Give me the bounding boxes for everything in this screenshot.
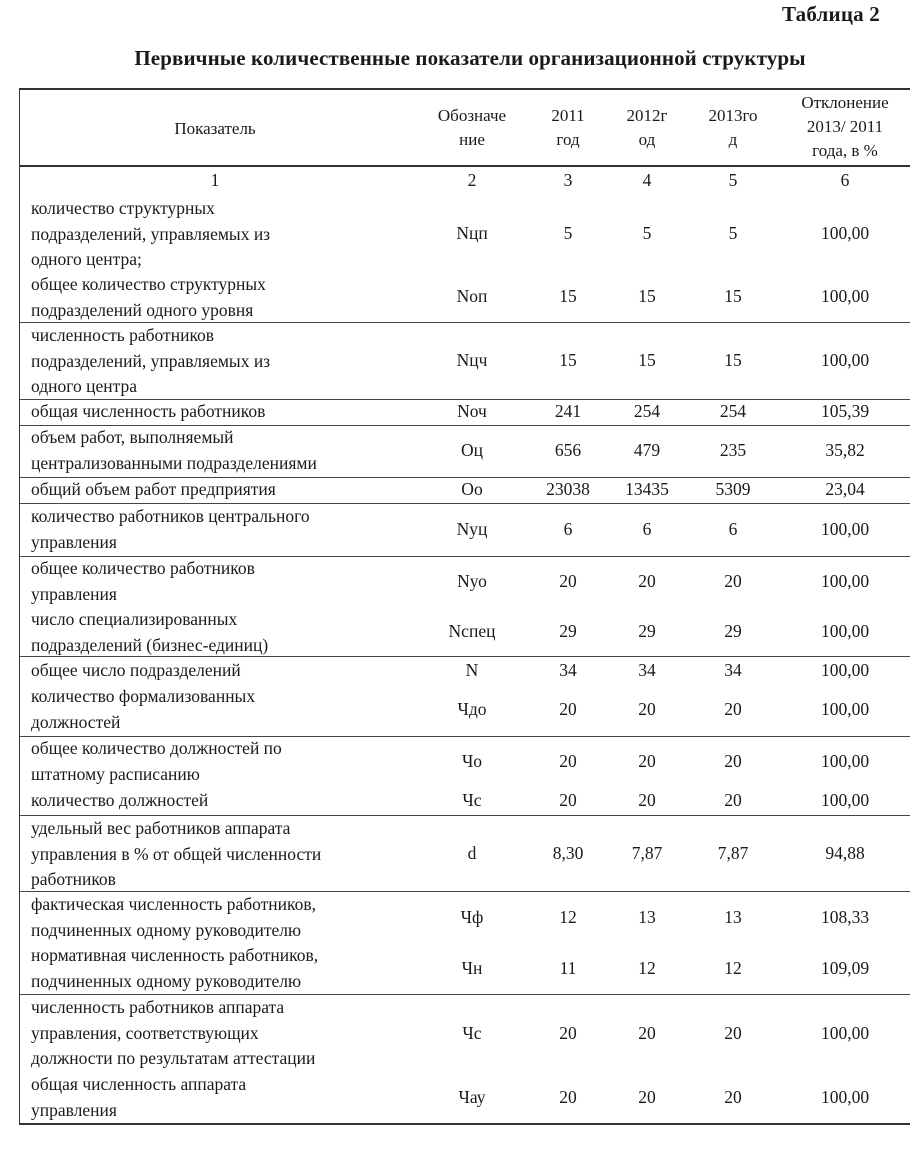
- indicator-label: [31, 607, 268, 658]
- indicator-label: [31, 504, 310, 555]
- value-2013: 20: [724, 751, 742, 771]
- value-2012: 15: [638, 350, 656, 370]
- value-2012: 7,87: [631, 843, 663, 863]
- symbol-cell: Чс: [462, 1023, 482, 1043]
- symbol-cell: Чс: [462, 790, 482, 810]
- header-text: года, в %: [812, 141, 878, 160]
- column-number: 4: [642, 170, 652, 190]
- value-2013: 254: [719, 401, 747, 421]
- value-2012: 5: [642, 223, 652, 243]
- header-2013: [708, 104, 757, 152]
- label-line: общая численность работников: [31, 401, 266, 421]
- value-2011: 15: [559, 350, 577, 370]
- header-symbol: [438, 104, 506, 152]
- value-2013: 235: [719, 440, 747, 460]
- symbol-cell: Чн: [461, 958, 483, 978]
- label-line: должностей: [31, 711, 121, 732]
- value-2011: 656: [554, 440, 582, 460]
- value-2012: 12: [638, 958, 656, 978]
- indicator-label: [31, 425, 317, 476]
- header-text: 2011: [551, 106, 585, 125]
- value-2013: 6: [728, 519, 738, 539]
- label-line: подразделений (бизнес-единиц): [31, 634, 269, 655]
- symbol-cell: Nцч: [456, 350, 488, 370]
- indicator-label: [31, 658, 241, 684]
- label-line: количество формализованных: [31, 686, 256, 706]
- value-2011: 23038: [546, 479, 590, 499]
- value-2012: 6: [642, 519, 652, 539]
- label-line: численность работников: [31, 325, 215, 345]
- value-2012: 13: [638, 907, 656, 927]
- column-number: 6: [840, 170, 850, 190]
- label-line: управления, соответствующих: [31, 1022, 259, 1043]
- label-line: управления: [31, 531, 117, 552]
- deviation-value: 100,00: [820, 519, 870, 539]
- label-line: численность работников аппарата: [31, 997, 285, 1017]
- value-2012: 15: [638, 286, 656, 306]
- label-line: должности по результатам аттестации: [31, 1048, 316, 1068]
- header-text: год: [556, 130, 580, 149]
- label-line: централизованными подразделениями: [31, 452, 317, 473]
- value-2011: 34: [559, 660, 577, 680]
- indicator-label: [31, 816, 321, 893]
- table-label: Таблица 2: [782, 2, 880, 26]
- symbol-cell: Nоч: [457, 401, 487, 421]
- column-number: 3: [563, 170, 573, 190]
- value-2011: 20: [559, 1087, 577, 1107]
- symbol-cell: Оц: [460, 440, 484, 460]
- indicator-label: [31, 943, 318, 994]
- indicator-label: [31, 272, 266, 323]
- symbol-cell: Чдо: [457, 699, 487, 719]
- value-2012: 20: [638, 790, 656, 810]
- deviation-value: 109,09: [820, 958, 870, 978]
- label-line: одного центра: [31, 376, 138, 396]
- column-number: 2: [467, 170, 477, 190]
- deviation-value: 100,00: [820, 1023, 870, 1043]
- deviation-value: 100,00: [820, 699, 870, 719]
- table-title: Первичные количественные показатели организационной структуры: [134, 46, 806, 70]
- header-indicator: [174, 117, 255, 141]
- value-2012: 20: [638, 751, 656, 771]
- label-line: фактическая численность работников,: [31, 894, 317, 914]
- value-2012: 20: [638, 571, 656, 591]
- value-2011: 20: [559, 790, 577, 810]
- label-line: штатному расписанию: [31, 763, 200, 784]
- value-2012: 479: [633, 440, 661, 460]
- value-2011: 5: [563, 223, 573, 243]
- label-line: нормативная численность работников,: [31, 945, 319, 965]
- indicator-label: [31, 736, 282, 787]
- value-2012: 20: [638, 1087, 656, 1107]
- header-2012: [627, 104, 668, 152]
- indicator-label: [31, 323, 270, 400]
- column-number: 5: [728, 170, 738, 190]
- value-2013: 20: [724, 790, 742, 810]
- value-2013: 34: [724, 660, 742, 680]
- deviation-value: 100,00: [820, 660, 870, 680]
- header-deviation: [801, 91, 888, 163]
- label-line: объем работ, выполняемый: [31, 427, 234, 447]
- symbol-cell: Nцп: [456, 223, 488, 243]
- indicator-label: [31, 684, 255, 735]
- value-2013: 13: [724, 907, 742, 927]
- value-2011: 8,30: [552, 843, 584, 863]
- value-2013: 7,87: [717, 843, 749, 863]
- value-2011: 20: [559, 1023, 577, 1043]
- table-left-border: [19, 89, 20, 1125]
- value-2013: 20: [724, 1023, 742, 1043]
- value-2011: 12: [559, 907, 577, 927]
- table-top-border: [19, 88, 910, 90]
- deviation-value: 100,00: [820, 571, 870, 591]
- indicator-label: [31, 556, 255, 607]
- table-bottom-border: [19, 1123, 910, 1125]
- symbol-cell: Чо: [461, 751, 483, 771]
- indicator-label: [31, 477, 276, 503]
- header-text: Отклонение: [801, 93, 889, 112]
- symbol-cell: Nуо: [457, 571, 487, 591]
- value-2011: 241: [554, 401, 582, 421]
- symbol-cell: d: [467, 843, 477, 863]
- label-line: количество структурных: [31, 198, 215, 218]
- deviation-value: 94,88: [825, 843, 865, 863]
- value-2013: 15: [724, 350, 742, 370]
- deviation-value: 100,00: [820, 751, 870, 771]
- value-2012: 20: [638, 1023, 656, 1043]
- label-line: подчиненных одному руководителю: [31, 919, 302, 940]
- deviation-value: 100,00: [820, 223, 870, 243]
- label-line: управления: [31, 1099, 117, 1120]
- label-line: управления: [31, 583, 117, 604]
- value-2013: 20: [724, 699, 742, 719]
- label-line: общий объем работ предприятия: [31, 479, 276, 499]
- deviation-value: 100,00: [820, 1087, 870, 1107]
- deviation-value: 100,00: [820, 350, 870, 370]
- indicator-label: [31, 892, 316, 943]
- value-2013: 12: [724, 958, 742, 978]
- value-2013: 20: [724, 571, 742, 591]
- value-2012: 254: [633, 401, 661, 421]
- deviation-value: 23,04: [825, 479, 865, 499]
- label-line: общая численность аппарата: [31, 1074, 247, 1094]
- value-2011: 20: [559, 751, 577, 771]
- deviation-value: 100,00: [820, 286, 870, 306]
- value-2012: 20: [638, 699, 656, 719]
- value-2011: 29: [559, 621, 577, 641]
- value-2013: 5: [728, 223, 738, 243]
- value-2012: 34: [638, 660, 656, 680]
- value-2011: 11: [559, 958, 577, 978]
- label-line: общее количество должностей по: [31, 738, 282, 758]
- label-line: общее количество структурных: [31, 274, 266, 294]
- label-line: подразделений, управляемых из: [31, 223, 271, 244]
- label-line: подразделений, управляемых из: [31, 350, 271, 371]
- value-2013: 15: [724, 286, 742, 306]
- symbol-cell: Чау: [458, 1087, 486, 1107]
- label-line: общее количество работников: [31, 558, 255, 578]
- deviation-value: 105,39: [820, 401, 870, 421]
- label-line: общее число подразделений: [31, 660, 241, 680]
- value-2011: 6: [563, 519, 573, 539]
- label-line: удельный вес работников аппарата: [31, 818, 291, 838]
- symbol-cell: Nспец: [448, 621, 496, 641]
- column-number: 1: [210, 170, 220, 190]
- value-2011: 20: [559, 571, 577, 591]
- value-2012: 13435: [625, 479, 669, 499]
- label-line: число специализированных: [31, 609, 238, 629]
- value-2011: 20: [559, 699, 577, 719]
- header-bottom-border: [19, 165, 910, 167]
- value-2013: 20: [724, 1087, 742, 1107]
- header-2011: [551, 104, 584, 152]
- value-2011: 15: [559, 286, 577, 306]
- indicator-label: [31, 1072, 246, 1123]
- label-line: управления в % от общей численности: [31, 843, 322, 864]
- header-text: Показатель: [174, 119, 256, 138]
- header-text: Обозначе: [437, 106, 507, 125]
- symbol-cell: Nуц: [456, 519, 488, 539]
- indicator-label: [31, 399, 265, 425]
- deviation-value: 35,82: [825, 440, 865, 460]
- symbol-cell: Оо: [461, 479, 483, 499]
- label-line: работников: [31, 869, 116, 889]
- value-2013: 5309: [715, 479, 751, 499]
- label-line: количество работников центрального: [31, 506, 310, 526]
- value-2013: 29: [724, 621, 742, 641]
- deviation-value: 100,00: [820, 621, 870, 641]
- symbol-cell: N: [465, 660, 479, 680]
- symbol-cell: Чф: [460, 907, 484, 927]
- header-text: ние: [459, 130, 485, 149]
- indicator-label: [31, 995, 315, 1072]
- header-text: 2012г: [626, 106, 668, 125]
- deviation-value: 108,33: [820, 907, 870, 927]
- label-line: подразделений одного уровня: [31, 299, 254, 320]
- header-text: д: [728, 130, 738, 149]
- symbol-cell: Nоп: [456, 286, 488, 306]
- value-2012: 29: [638, 621, 656, 641]
- header-text: 2013го: [708, 106, 758, 125]
- label-line: количество должностей: [31, 790, 209, 810]
- header-text: 2013/ 2011: [806, 117, 884, 136]
- indicator-label: [31, 196, 270, 273]
- label-line: одного центра;: [31, 249, 142, 269]
- header-text: од: [638, 130, 656, 149]
- label-line: подчиненных одному руководителю: [31, 970, 302, 991]
- deviation-value: 100,00: [820, 790, 870, 810]
- indicator-label: [31, 788, 208, 814]
